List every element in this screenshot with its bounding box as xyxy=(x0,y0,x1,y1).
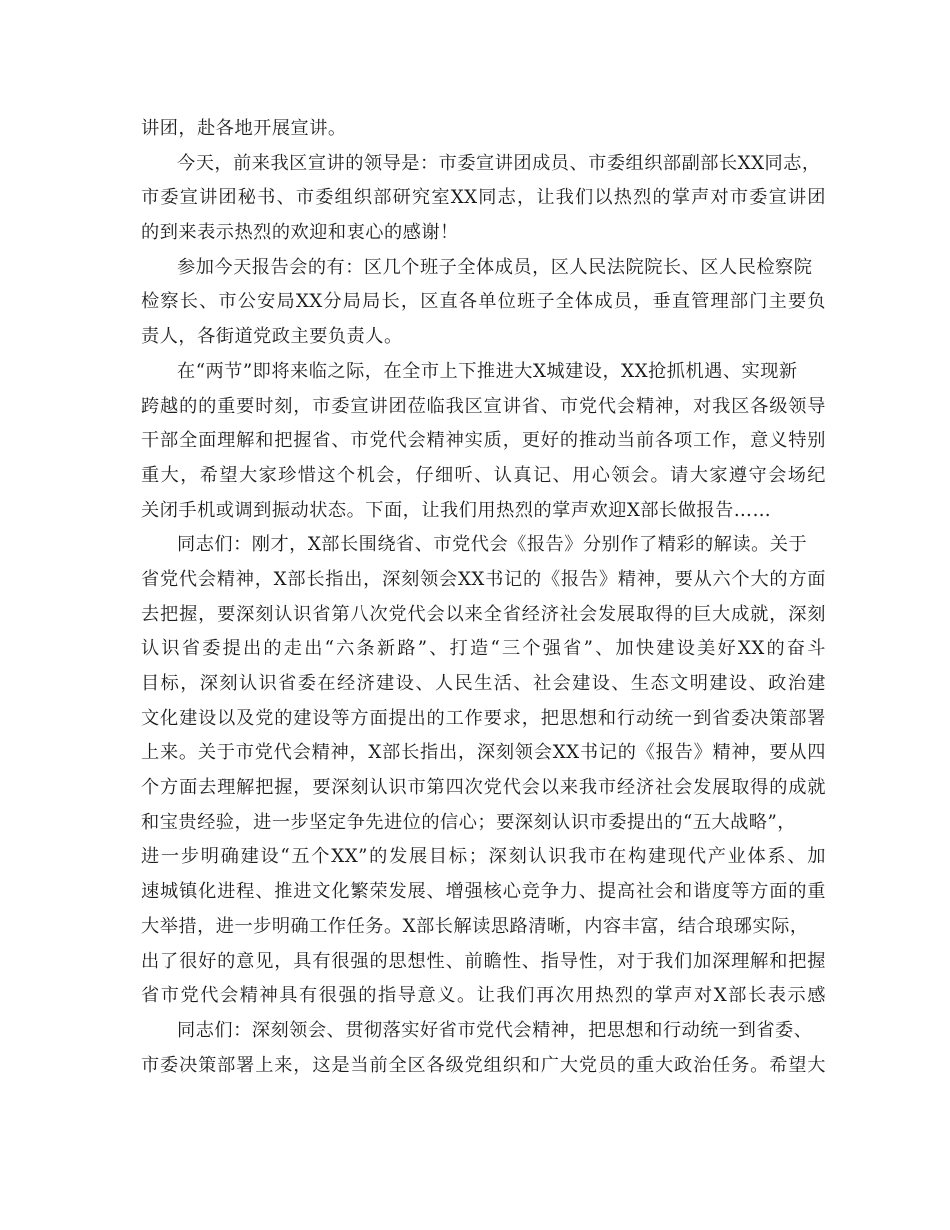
text-line: 干部全面理解和把握省、市党代会精神实质，更好的推动当前各项工作，意义特别 xyxy=(141,430,826,452)
text-line: 速城镇化进程、推进文化繁荣发展、增强核心竞争力、提高社会和谐度等方面的重 xyxy=(141,881,826,903)
text-line: 关闭手机或调到振动状态。下面，让我们用热烈的掌声欢迎X部长做报告…… xyxy=(141,499,772,521)
text-line: 去把握，要深刻认识省第八次党代会以来全省经济社会发展取得的巨大成就，深刻 xyxy=(141,603,826,625)
text-line: 上来。关于市党代会精神，X部长指出，深刻领会XX书记的《报告》精神，要从四 xyxy=(141,742,826,764)
paragraph-start-line: 在“两节”即将来临之际，在全市上下推进大X城建设，XX抢抓机遇、实现新 xyxy=(177,360,798,382)
text-line: 进一步明确建设“五个XX”的发展目标；深刻认识我市在构建现代产业体系、加 xyxy=(141,846,826,868)
document-body xyxy=(141,112,826,1083)
text-line: 的到来表示热烈的欢迎和衷心的感谢！ xyxy=(141,222,459,244)
text-line: 认识省委提出的走出“六条新路”、打造“三个强省”、加快建设美好XX的奋斗 xyxy=(141,638,826,660)
paragraph-start-line: 同志们：刚才，X部长围绕省、市党代会《报告》分别作了精彩的解读。关于 xyxy=(177,534,808,556)
paragraph-start-line: 参加今天报告会的有：区几个班子全体成员，区人民法院院长、区人民检察院 xyxy=(177,256,813,278)
text-line: 个方面去理解把握，要深刻认识市第四次党代会以来我市经济社会发展取得的成就 xyxy=(141,777,826,799)
text-line: 重大，希望大家珍惜这个机会，仔细听、认真记、用心领会。请大家遵守会场纪 xyxy=(141,464,826,486)
text-line: 目标，深刻认识省委在经济建设、人民生活、社会建设、生态文明建设、政治建 xyxy=(141,673,826,694)
text-line: 市委宣讲团秘书、市委组织部研究室XX同志，让我们以热烈的掌声对市委宣讲团 xyxy=(141,187,826,209)
text-line: 市委决策部署上来，这是当前全区各级党组织和广大党员的重大政治任务。希望大 xyxy=(141,1054,826,1076)
paragraph-start-line: 今天，前来我区宣讲的领导是：市委宣讲团成员、市委组织部副部长XX同志， xyxy=(177,152,821,174)
text-line: 省党代会精神，X部长指出，深刻领会XX书记的《报告》精神，要从六个大的方面 xyxy=(141,568,826,590)
text-line: 检察长、市公安局XX分局局长，区直各单位班子全体成员，垂直管理部门主要负 xyxy=(141,291,826,313)
text-line: 责人，各街道党政主要负责人。 xyxy=(141,326,403,348)
text-line: 文化建设以及党的建设等方面提出的工作要求，把思想和行动统一到省委决策部署 xyxy=(141,707,826,729)
text-line: 讲团，赴各地开展宣讲。 xyxy=(141,118,347,139)
text-line: 和宝贵经验，进一步坚定争先进位的信心；要深刻认识市委提出的“五大战略”， xyxy=(141,811,796,833)
text-line: 大举措，进一步明确工作任务。X部长解读思路清晰，内容丰富，结合琅琊实际， xyxy=(141,915,809,937)
paragraph-start-line: 同志们：深刻领会、贯彻落实好省市党代会精神，把思想和行动统一到省委、 xyxy=(177,1019,813,1041)
text-line: 省市党代会精神具有很强的指导意义。让我们再次用热烈的掌声对X部长表示感 xyxy=(141,985,826,1007)
text-line: 出了很好的意见，具有很强的思想性、前瞻性、指导性，对于我们加深理解和把握 xyxy=(141,950,826,972)
text-line: 跨越的的重要时刻，市委宣讲团莅临我区宣讲省、市党代会精神，对我区各级领导 xyxy=(141,395,826,417)
